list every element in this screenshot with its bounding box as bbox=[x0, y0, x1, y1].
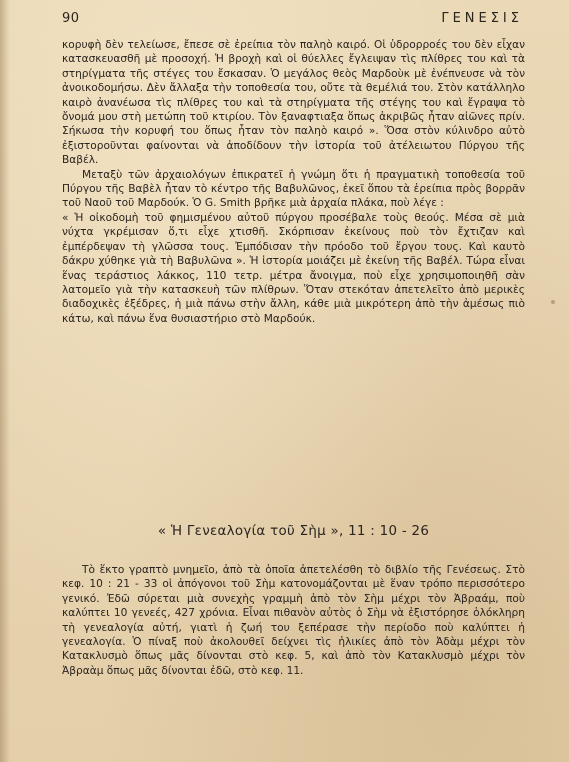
quotation-paragraph: « Ἡ οἰκοδομὴ τοῦ φημισμένου αὐτοῦ πύργου προσέβαλε τοὺς θεούς. Μέσα σὲ μιὰ νύχτα γκρέμισαν ὅ,τι εἶχε χτισθῆ. Σκόρπισαν ἐκείνους ποὺ τὸν ἔχτιζαν καὶ ἐμπέρδεψαν τὴ γλῶσσα τους. Ἐμπόδισαν τὴν πρόοδο τοῦ ἔργου τους. Καὶ καυτὸ δάκρυ χύθηκε γιὰ τὴ Βαβυλῶνα ». Ἡ ἱστορία μοιάζει μὲ ἐκείνη τῆς Βαβέλ. Τώρα εἶναι ἕνας τεράστιος λάκκος, 110 τετρ. μέτρα ἄνοιγμα, ποὺ εἶχε χρησιμοποιηθῆ σὰν λατομεῖο γιὰ τὴν κατασκευὴ τῶν πλίθρων. Ὅταν στεκόταν ἀπετελεῖτο ἀπὸ μερικὲς διαδοχικὲς ἐξέδρες, ἡ μιὰ πάνω στὴν ἄλλη, κάθε μιὰ μικρότερη ἀπὸ τὴν ἀμέσως πιὸ κάτω, καὶ πάνω ἕνα θυσιαστήριο στὸ Μαρδούκ. bbox=[62, 211, 525, 325]
page-header bbox=[62, 11, 523, 31]
body-text-upper bbox=[62, 38, 525, 326]
section-heading: « Ἡ Γενεαλογία τοῦ Σὴμ », 11 : 10 - 26 bbox=[157, 524, 430, 539]
running-head: ΓΕΝΕΣΙΣ bbox=[441, 11, 523, 26]
paragraph: Μεταξὺ τῶν ἀρχαιολόγων ἐπικρατεῖ ἡ γνώμη ὅτι ἡ πραγματικὴ τοποθεσία τοῦ Πύργου τῆς Βαβὲλ ἦταν τὸ κέντρο τῆς Βαβυλῶνος, ἐκεῖ ὅπου τὰ ἐρείπια πρὸς βορρᾶν τοῦ Ναοῦ τοῦ Μαρδούκ. Ὁ G. Smith βρῆκε μιὰ ἀρχαία πλάκα, ποὺ λέγε : bbox=[62, 168, 525, 210]
paper-speck bbox=[551, 300, 555, 304]
page-number: 90 bbox=[62, 11, 80, 26]
paragraph: Τὸ ἕκτο γραπτὸ μνημεῖο, ἀπὸ τὰ ὁποῖα ἀπετελέσθη τὸ διβλίο τῆς Γενέσεως. Στὸ κεφ. 10 : 21 - 33 οἱ ἀπόγονοι τοῦ Σὴμ κατονομάζονται μὲ ἕναν τρόπο περισσότερο γενικό. Ἐδῶ σύρεται μιὰ συνεχὴς γραμμὴ ἀπὸ τὸν Σὴμ μέχρι τὸν Ἀβραάμ, ποὺ καλύπτει 10 γενεές, 427 χρόνια. Εἶναι πιθανὸν αὐτὸς ὁ Σὴμ νὰ ἐξιστόρησε ὁλόκληρη τὴ γενεαλογία αὐτή, γιατὶ ἡ ζωή του ξεπέρασε τὴν περίοδο ποὺ καλύπτει ἡ γενεαλογία. Ὁ πίναξ ποὺ ἀκολουθεῖ δείχνει τὶς ἡλικίες ἀπὸ τὸν Ἀδὰμ μέχρι τὸν Κατακλυσμὸ ὅπως μᾶς δίνονται στὸ κεφ. 5, καὶ ἀπὸ τὸν Κατακλυσμὸ μέχρι τὸν Ἀβραὰμ ὅπως μᾶς δίνονται ἐδῶ, στὸ κεφ. 11. bbox=[62, 564, 525, 677]
paragraph: κορυφὴ δὲν τελείωσε, ἔπεσε σὲ ἐρείπια τὸν παληὸ καιρό. Οἱ ὑδρορροές του δὲν εἶχαν κατασκευασθῆ μὲ προσοχή. Ἡ βροχὴ καὶ οἱ θύελλες ἔγλειψαν τὶς πλίθρες του καὶ τὰ στηρίγματα τῆς στέγες του ἔσκασαν. Ὁ μεγάλος θεὸς Μαρδοὺκ μὲ ἐνέπνευσε νὰ τὸν ἀνοικοδομήσω. Δὲν ἄλλαξα τὴν τοποθεσία του, οὔτε τὰ θεμέλιά του. Στὸν κατάλληλο καιρὸ ἀνανέωσα τὶς πλίθρες του καὶ τὰ στηρίγματα τῆς στέγης του καὶ ἔγραψα τὸ ὄνομά μου στὴ μετώπη τοῦ κτιρίου. Τὸν ξαναφτιαξα ὅπως ἀκριβῶς ἦταν αἰῶνες πρίν. Σήκωσα τὴν κορυφή του ὅπως ἦταν τὸν παληὸ καιρό ». Ὅσα στὸν κύλινδρο αὐτὸ ἐξιστοροῦνται φαίνονται νὰ ἀποδίδουν τὴν ἱστορία τοῦ ἀτέλειωτου Πύργου τῆς Βαβέλ. bbox=[62, 39, 525, 167]
body-text-lower bbox=[62, 563, 525, 678]
